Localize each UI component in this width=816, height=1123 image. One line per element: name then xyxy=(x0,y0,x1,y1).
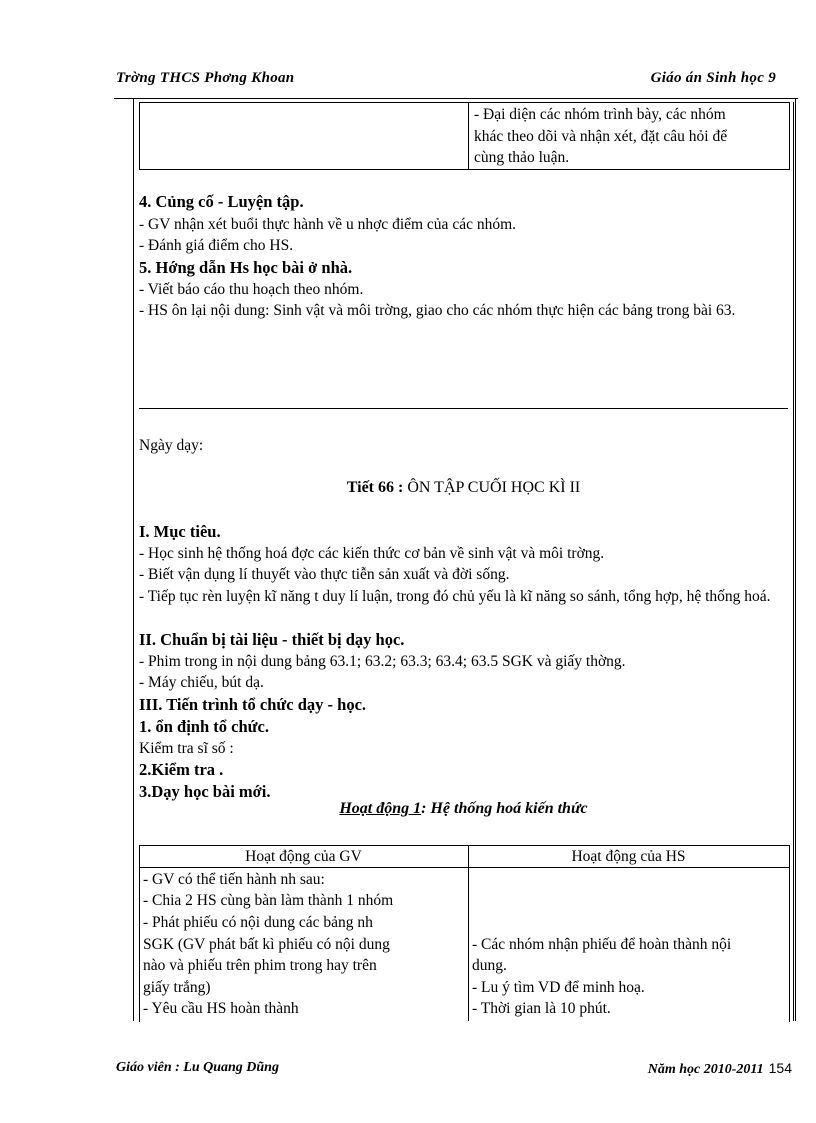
prep-line-2: - Máy chiếu, bút dạ. xyxy=(139,674,264,691)
section4-line-1: - GV nhận xét buổi thực hành về u nhợc điểm của các nhóm. xyxy=(139,216,517,233)
date-label: Ngày dạy: xyxy=(139,437,204,454)
process-step-2: 2.Kiểm tra . xyxy=(139,760,224,779)
prep-heading: II. Chuẩn bị tài liệu - thiết bị dạy học. xyxy=(139,630,405,649)
section5-heading: 5. Hớng dẫn Hs học bài ở nhà. xyxy=(139,258,353,277)
gv-line-4: SGK (GV phát bất kì phiếu có nội dung xyxy=(143,936,390,953)
top-table-line-1: - Đại diện các nhóm trình bày, các nhóm xyxy=(474,106,726,123)
objectives-line-2: - Biết vận dụng lí thuyết vào thực tiễn sản xuất và đời sống. xyxy=(139,566,510,583)
lesson-separator xyxy=(139,408,788,409)
page-frame-inner-line xyxy=(793,102,794,1021)
column-header-gv: Hoạt động của GV xyxy=(245,848,362,865)
section5-line-2: - HS ôn lại nội dung: Sinh vật và môi trờng, giao cho các nhóm thực hiện các bảng trong bài 63. xyxy=(139,302,736,319)
hs-line-1: - Các nhóm nhận phiếu để hoàn thành nội xyxy=(472,936,732,953)
section5-line-1: - Viết báo cáo thu hoạch theo nhóm. xyxy=(139,281,364,298)
section4-heading: 4. Củng cố - Luyện tập. xyxy=(139,192,304,211)
gv-line-2: - Chia 2 HS cùng bàn làm thành 1 nhóm xyxy=(143,892,394,909)
prep-line-1: - Phim trong in nội dung bảng 63.1; 63.2; 63.3; 63.4; 63.5 SGK và giấy thờng. xyxy=(139,653,626,670)
top-table-line-3: cùng thảo luận. xyxy=(474,149,570,166)
gv-line-6: giấy trắng) xyxy=(143,979,211,996)
hs-line-3: - Lu ý tìm VD để minh hoạ. xyxy=(472,979,645,996)
hs-line-4: - Thời gian là 10 phút. xyxy=(472,1000,611,1017)
header-subject: Giáo án Sinh học 9 xyxy=(650,70,776,86)
activity-title: : Hệ thống hoá kiến thức xyxy=(421,800,588,817)
activity-table-divider xyxy=(468,845,469,1021)
process-check: Kiểm tra sĩ số : xyxy=(139,740,234,757)
process-step-1: 1. ổn định tổ chức. xyxy=(139,717,270,736)
lesson-title-lead: Tiết 66 : xyxy=(346,479,404,496)
objectives-line-1: - Học sinh hệ thống hoá đợc các kiến thức cơ bản về sinh vật và môi trờng. xyxy=(139,545,605,562)
activity-heading xyxy=(133,800,794,818)
gv-line-7: - Yêu cầu HS hoàn thành xyxy=(143,1000,299,1017)
footer-right xyxy=(648,1060,792,1078)
lesson-title-text: ÔN TẬP CUỐI HỌC KÌ II xyxy=(403,479,581,496)
gv-line-5: nào và phiếu trên phim trong hay trên xyxy=(143,957,377,974)
hs-line-2: dung. xyxy=(472,957,507,974)
footer-teacher: Giáo viên : Lu Quang Dũng xyxy=(116,1060,279,1075)
footer-year: Năm học 2010-2011 xyxy=(647,1062,764,1077)
top-table-divider xyxy=(468,102,469,169)
header-school: Trờng THCS Phơng Khoan xyxy=(116,70,295,86)
page-number: 154 xyxy=(768,1060,792,1076)
objectives-heading: I. Mục tiêu. xyxy=(139,522,221,541)
gv-line-1: - GV có thể tiến hành nh sau: xyxy=(143,871,325,888)
process-step-3: 3.Dạy học bài mới. xyxy=(139,782,271,801)
column-header-hs: Hoạt động của HS xyxy=(571,848,686,865)
lesson-title xyxy=(133,479,794,497)
section4-line-2: - Đánh giá điểm cho HS. xyxy=(139,237,294,254)
objectives-line-3: - Tiếp tục rèn luyện kĩ năng t duy lí luận, trong đó chủ yếu là kĩ năng so sánh, tổng hợp, hệ thống hoá. xyxy=(139,588,771,605)
top-table-line-2: khác theo dõi và nhận xét, đặt câu hỏi để xyxy=(474,128,728,145)
activity-label: Hoạt động 1 xyxy=(339,800,422,817)
gv-line-3: - Phát phiếu có nội dung các bảng nh xyxy=(143,914,373,931)
process-heading: III. Tiến trình tổ chức dạy - học. xyxy=(139,695,367,714)
